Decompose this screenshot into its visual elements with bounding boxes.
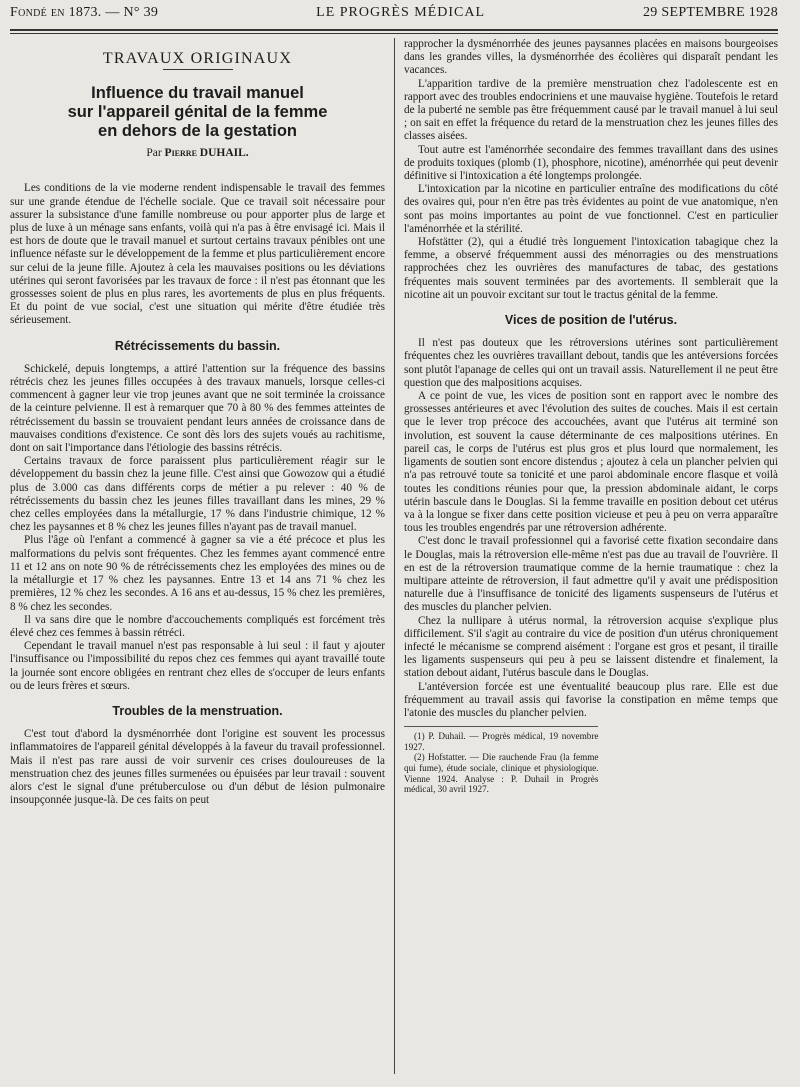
issue-number: Fondé en 1873. — N° 39 xyxy=(10,5,159,20)
byline-prefix: Par xyxy=(146,147,162,160)
footnotes xyxy=(404,726,598,795)
paragraph: Plus l'âge où l'enfant a commencé à gagner sa vie a été précoce et plus les malformations du pelvis sont fréquentes. Chez les femmes ayant commencé entre 11 et 12 ans on note 90 % de rétrécissements chez les employées des mines ou de la métallurgie et 17 % chez les paysannes. Entre 13 et 14 ans 71 % chez les premières, 12 % chez les secondes. A 16 ans et au-dessus, 15 % chez les premières, 8 % chez les secondes. xyxy=(10,534,385,613)
issue-date: 29 SEPTEMBRE 1928 xyxy=(642,5,778,20)
article-title xyxy=(10,84,385,141)
author-name: Pierre DUHAIL. xyxy=(164,147,249,160)
paragraph: C'est donc le travail professionnel qui a favorisé cette fixation secondaire dans le Douglas, mais la rétroversion elle-même n'est pas due au travail de l'ouvrière. Il en est de la rétroversion traumatique comme de la hernie traumatique : chez la multipare atteinte de rétroversion, il faut admettre qu'il y avait une prédisposition naturelle due à l'insuffisance de tonicité des ligaments suspenseurs de l'utérus et des muscles du plancher pelvien. xyxy=(404,535,778,614)
paragraph: Chez la nullipare à utérus normal, la rétroversion acquise s'explique plus difficilement. S'il s'agit au contraire du vice de position d'un utérus chroniquement infecté le mécanisme se comprend aisément : l'organe est gros et pesant, il tiraille les ligaments suspenseurs qui peu à peu se laissent distendre et finalement, la station debout aidant, l'utérus bascule dans le Douglas. xyxy=(404,614,778,680)
journal-title: LE PROGRÈS MÉDICAL xyxy=(316,5,486,20)
paragraph: Hofstätter (2), qui a étudié très longuement l'intoxication tabagique chez la femme, a observé fréquemment aussi des ménorragies ou des menstruations rapprochées chez les ouvrières des manufactures de tabac, des gestations fréquentes mais souvent terminées par des avortements. Il semblerait que la nicotine ait un pouvoir excitant sur tout le tractus génital de la femme. xyxy=(404,236,778,301)
paragraph: Certains travaux de force paraissent plus particulièrement réagir sur le développement du bassin chez la jeune fille. C'est ainsi que Gowozow qui a étudié plus de 3.000 cas dans différents corps de métier a pu relever : 40 % de rétrécissements du bassin chez les jeunes filles travaillant dans les mines, 29 % chez celles employées dans la métallurgie, 17 % dans l'industrie chimique, 12 % chez les paysannes et 8 % chez les jeunes filles n'ayant pas de travail manuel. xyxy=(10,455,385,534)
paragraph: Cependant le travail manuel n'est pas responsable à lui seul : il faut y ajouter l'insuffisance ou l'impossibilité du repos chez ces femmes qui ayant travaillé toute la journée sont encore obligées en rentrant chez elles de s'occuper de leurs enfants ou de leurs frères et sœurs. xyxy=(10,640,385,692)
paragraph-continuation: rapprocher la dysménorrhée des jeunes paysannes placées en maisons bourgeoises dans les grandes villes, la dysménorrhée des écolières qui disparaît pendant les vacances. xyxy=(404,38,778,77)
paragraph: Il n'est pas douteux que les rétroversions utérines sont particulièrement fréquentes chez les ouvrières travaillant debout, tandis que les antéversions forcées sont plutôt l'apanage de celles qui ont un travail assis. Naturellement il ne peut être question que des malpositions acquises. xyxy=(404,337,778,389)
paragraph: L'intoxication par la nicotine en particulier entraîne des modifications du côté des ovaires qui, pour n'en être pas très évidentes au point de vue anatomique, n'en sont pas moins importantes au point de vue fonctionnel. C'est en particulier l'aménorrhée et la stérilité. xyxy=(404,183,778,235)
heading-bassin: Rétrécissements du bassin. xyxy=(114,338,281,353)
header-rule xyxy=(10,29,778,34)
footnote-1: (1) P. Duhail. — Progrès médical, 19 novembre 1927. xyxy=(404,731,599,752)
paragraph: L'antéversion forcée est une éventualité beaucoup plus rare. Elle est due fréquemment au travail assis qui favorise la constipation en même temps que l'atonie des muscles du plancher pelvien. xyxy=(404,680,778,719)
left-column xyxy=(10,38,394,1074)
paragraph: Il va sans dire que le nombre d'accouchements compliqués est forcément très élevé chez ces femmes à bassin rétréci. xyxy=(10,613,385,639)
right-column xyxy=(394,38,778,1074)
section-label: TRAVAUX ORIGINAUX xyxy=(102,50,293,67)
paragraph: C'est tout d'abord la dysménorrhée dont l'origine est souvent les processus inflammatoires de l'appareil génital développés à la faveur du travail professionnel. Mais il n'est pas rare aussi de voir survenir ces crises douloureuses de la menstruation chez des jeunes filles surmenées ou épuisées par leur travail : souvent alors c'est le signal d'une prétuberculose ou d'un début de lésion pulmonaire insoupçonnée jusque-là. De ces faits on peut xyxy=(10,728,385,807)
intro-paragraph: Les conditions de la vie moderne rendent indispensable le travail des femmes sur une grande étendue de l'échelle sociale. Que ce travail soit nécessaire pour assurer la subsistance d'une famille nombreuse ou pour apporter plus de large et plus de luxe à un ménage sans enfants, voilà qui n'a pas à être envisagé ici. Mais il est hors de doute que le travail manuel et surtout certains travaux pénibles ont une influence néfaste sur le développement de la femme et plus particulièrement encore sur celui de la jeune fille. Ajoutez à cela les mauvaises positions ou les déviations utérines qui seront favorisées par les travaux de force : il n'est pas étonnant que les grossesses soient de plus en plus rares, les avortements de plus en plus fréquents. Et du point de vue social, c'est une situation qui mérite d'être étudiée très sérieusement. xyxy=(10,182,385,327)
title-line-3: en dehors de la gestation xyxy=(98,122,297,141)
heading-menstruation: Troubles de la menstruation. xyxy=(112,703,283,718)
heading-uterus: Vices de position de l'utérus. xyxy=(504,313,678,328)
section-divider xyxy=(163,69,233,70)
paragraph: A ce point de vue, les vices de position sont en rapport avec le nombre des grossesses antérieures et avec l'évolution des suites de couches. Mais il est certain que le lever trop précoce des accouchées, avant que l'utérus ait terminé son involution, est souvent la cause déterminante de ces malpositions utérines. En pareil cas, le corps de l'utérus est plus gros et plus lourd que normalement, les ligaments de soutien sont encore distendus ; ajoutez à cela un plancher pelvien qui n'a pas retrouvé toute sa tonicité et une paroi abdominale encore flasque et voilà toutes les conditions réunies pour que, la pression abdominale aidant, le corps utérin bascule dans le Douglas. Si la femme travaille en position debout cet utérus va à la longue se fixer dans cette position vicieuse et peu à peu on verra apparaître tous les troubles engendrés par une rétroversion adhérente. xyxy=(404,390,778,535)
paragraph: Schickelé, depuis longtemps, a attiré l'attention sur la fréquence des bassins rétrécis chez les jeunes filles occupées à des travaux manuels, lorsque celles-ci commencent à gagner leur vie trop jeunes avant que ne soit terminée la croissance de la ceinture pelvienne. Il est à remarquer que 70 à 80 % des femmes atteintes de rétrécissement du bassin se trouvaient pendant leurs années de croissance dans de mauvaises conditions d'existence. Ce sont dès lors des sujets voués au rachitisme, dont on sait l'importance dans l'étiologie des bassins rétrécis. xyxy=(10,362,385,455)
two-column-body xyxy=(10,38,778,1074)
paragraph: L'apparition tardive de la première menstruation chez l'adolescente est en rapport avec des troubles endocriniens et une mauvaise hygiène. Toutefois le retard de la puberté ne semble pas être fréquemment causé par le travail manuel à lui seul ; on sait en effet la fréquence du retard de la menstruation chez les jeunes filles des classes aisées. xyxy=(404,77,778,143)
title-line-1: Influence du travail manuel xyxy=(91,84,304,103)
running-head xyxy=(10,5,778,25)
paragraph: Tout autre est l'aménorrhée secondaire des femmes travaillant dans des usines de produits toxiques (plomb (1), phosphore, nicotine), aménorrhée qui peut devenir définitive si l'intoxication a été longtemps prolongée. xyxy=(404,143,778,183)
footnote-2: (2) Hofstatter. — Die rauchende Frau (la femme qui fume), étude sociale, clinique et physiologique. Vienne 1924. Analyse : P. Duhail in Progrès médical, 30 avril 1927. xyxy=(404,752,599,795)
byline xyxy=(10,147,385,160)
title-line-2: sur l'appareil génital de la femme xyxy=(67,103,328,122)
